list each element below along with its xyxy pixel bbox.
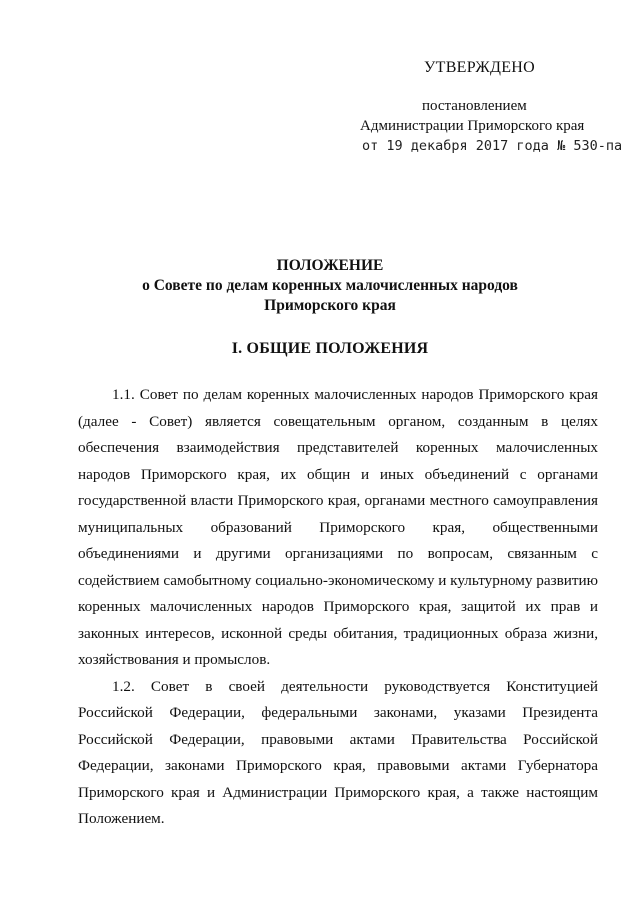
approved-label: УТВЕРЖДЕНО — [424, 59, 536, 76]
issuing-authority: Администрации Приморского края — [360, 118, 585, 134]
section-heading: I. ОБЩИЕ ПОЛОЖЕНИЯ — [231, 340, 429, 357]
document-title — [70, 256, 590, 316]
document-body — [78, 382, 598, 833]
title-line-3: Приморского края — [264, 297, 396, 314]
decree-date-number: от 19 декабря 2017 года № 530-па — [362, 138, 623, 154]
paragraph-1-1: 1.1. Совет по делам коренных малочисленных народов Приморского края (далее - Совет) является совещательным органом, созданным в целях обеспечения взаимодействия представителей коренных малочисленных народов Приморского края, их общин и иных объединений с органами государственной власти Приморского края, органами местного самоуправления муниципальных образований Приморского края, общественными объединениями и другими организациями по вопросам, связанным с содействием самобытному социально-экономическому и культурному развитию коренных малочисленных народов Приморского края, защитой их прав и законных интересов, исконной среды обитания, традиционных образа жизни, хозяйствования и промыслов. — [78, 386, 598, 668]
title-line-2: о Совете по делам коренных малочисленных народов — [142, 277, 518, 294]
title-line-1: ПОЛОЖЕНИЕ — [276, 257, 384, 274]
decree-label: постановлением — [422, 98, 527, 114]
paragraph-1-2: 1.2. Совет в своей деятельности руководствуется Конституцией Российской Федерации, федеральными законами, указами Президента Российской Федерации, правовыми актами Правительства Российской Федерации, законами Приморского края, правовыми актами Губернатора Приморского края и Администрации Приморского края, а также настоящим Положением. — [78, 677, 598, 827]
